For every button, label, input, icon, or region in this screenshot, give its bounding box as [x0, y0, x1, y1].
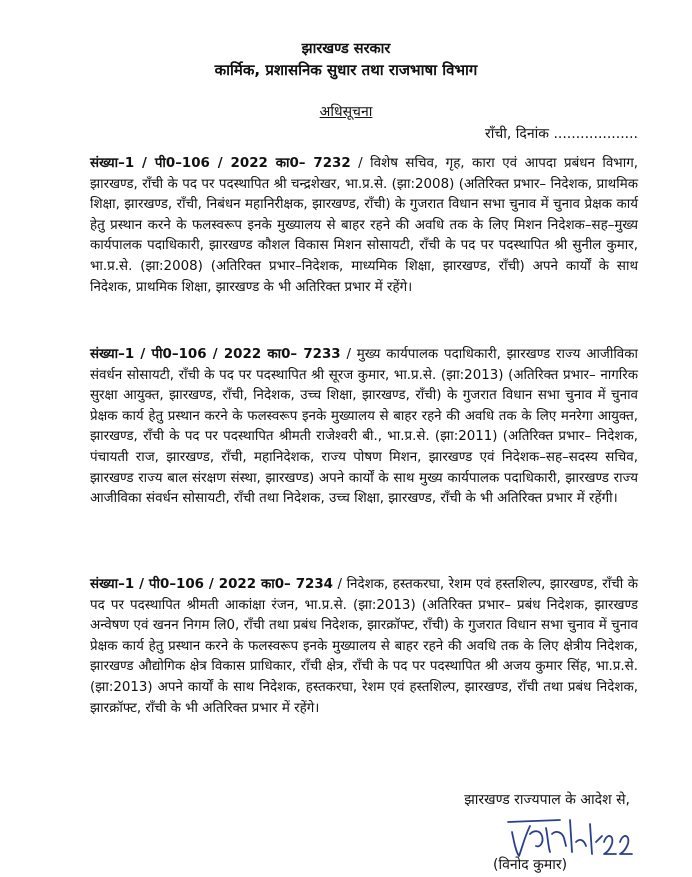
- order-paragraph-1: [90, 154, 638, 298]
- notification-title-text: अधिसूचना: [319, 104, 373, 120]
- order-text-3: / निदेशक, हस्तकरघा, रेशम एवं हस्तशिल्प, झारखण्ड, राँची के पद पर पदस्थापित श्रीमती आकांक्षा रंजन, भा.प्र.से. (झा:2013) (अतिरिक्त प्रभार– प्रबंध निदेशक, झारखण्ड अन्वेषण एवं खनन निगम लि0, राँची तथा प्रबंध निदेशक, झारक्रॉफ्ट, राँची) के गुजरात विधान सभा चुनाव में चुनाव प्रेक्षक कार्य हेतु प्रस्थान करने के फलस्वरूप इनके मुख्यालय से बाहर रहने की अवधि तक के लिए क्षेत्रीय निदेशक, झारखण्ड औद्योगिक क्षेत्र विकास प्राधिकार, राँची क्षेत्र, राँची के पद पर पदस्थापित श्री अजय कुमार सिंह, भा.प्र.से. (झा:2013) अपने कार्यों के साथ निदेशक, हस्तकरघा, रेशम एवं हस्तशिल्प, झारखण्ड, राँची तथा प्रबंध निदेशक, झारक्रॉफ्ट, राँची के भी अतिरिक्त प्रभार में रहेंगे।: [90, 577, 639, 716]
- signatory-name: (विनोद कुमार): [493, 857, 568, 873]
- order-number-2: संख्या–1 / पी0–106 / 2022 का0– 7233: [90, 347, 341, 362]
- place-date: राँची, दिनांक ...................: [485, 126, 638, 142]
- order-text-2: / मुख्य कार्यपालक पदाधिकारी, झारखण्ड राज्य आजीविका संवर्धन सोसायटी, राँची के पद पर पदस्थापित श्री सूरज कुमार, भा.प्र.से. (झा:2013) (अतिरिक्त प्रभार– नागरिक सुरक्षा आयुक्त, झारखण्ड, राँची, निदेशक, उच्च शिक्षा, झारखण्ड, राँची) के गुजरात विधान सभा चुनाव में चुनाव प्रेक्षक कार्य हेतु प्रस्थान करने के फलस्वरूप इनके मुख्यालय से बाहर रहने की अवधि तक के लिए मनरेगा आयुक्त, झारखण्ड, राँची के पद पर पदस्थापित श्रीमती राजेश्वरी बी., भा.प्र.से. (झा:2011) (अतिरिक्त प्रभार– निदेशक, पंचायती राज, झारखण्ड, राँची, महानिदेशक, राज्य पोषण मिशन, झारखण्ड एवं निदेशक–सह–सदस्य सचिव, झारखण्ड राज्य बाल संरक्षण संस्था, झारखण्ड) अपने कार्यों के साथ मुख्य कार्यपालक पदाधिकारी, झारखण्ड राज्य आजीविका संवर्धन सोसायटी, राँची तथा निदेशक, उच्च शिक्षा, झारखण्ड, राँची के भी अतिरिक्त प्रभार में रहेंगी।: [90, 347, 638, 507]
- signature-strokes: [508, 820, 632, 856]
- order-paragraph-3: [90, 575, 638, 719]
- notification-title: [0, 102, 692, 121]
- order-number-1: संख्या–1 / पी0–106 / 2022 का0– 7232: [90, 156, 351, 171]
- order-number-3: संख्या–1 / पी0–106 / 2022 का0– 7234: [90, 577, 333, 592]
- governor-order-line: झारखण्ड राज्यपाल के आदेश से,: [464, 792, 630, 808]
- order-text-1: / विशेष सचिव, गृह, कारा एवं आपदा प्रबंधन विभाग, झारखण्ड, राँची के पद पर पदस्थापित श्री चन्द्रशेखर, भा.प्र.से. (झा:2008) (अतिरिक्त प्रभार– निदेशक, प्राथमिक शिक्षा, झारखण्ड, राँची, निबंधन महानिरीक्षक, झारखण्ड, राँची) के गुजरात विधान सभा चुनाव में चुनाव प्रेक्षक कार्य हेतु प्रस्थान करने के फलस्वरूप इनके मुख्यालय से बाहर रहने की अवधि तक के लिए मिशन निदेशक–सह–मुख्य कार्यपालक पदाधिकारी, झारखण्ड कौशल विकास मिशन सोसायटी, राँची के पद पर पदस्थापित श्री सुनील कुमार, भा.प्र.से. (झा:2008) (अतिरिक्त प्रभार–निदेशक, माध्यमिक शिक्षा, झारखण्ड, राँची) अपने कार्यों के साथ निदेशक, प्राथमिक शिक्षा, झारखण्ड के भी अतिरिक्त प्रभार में रहेंगे।: [90, 156, 638, 295]
- order-paragraph-2: [90, 345, 638, 510]
- government-heading: झारखण्ड सरकार: [301, 41, 391, 57]
- department-heading: कार्मिक, प्रशासनिक सुधार तथा राजभाषा विभाग: [214, 61, 478, 79]
